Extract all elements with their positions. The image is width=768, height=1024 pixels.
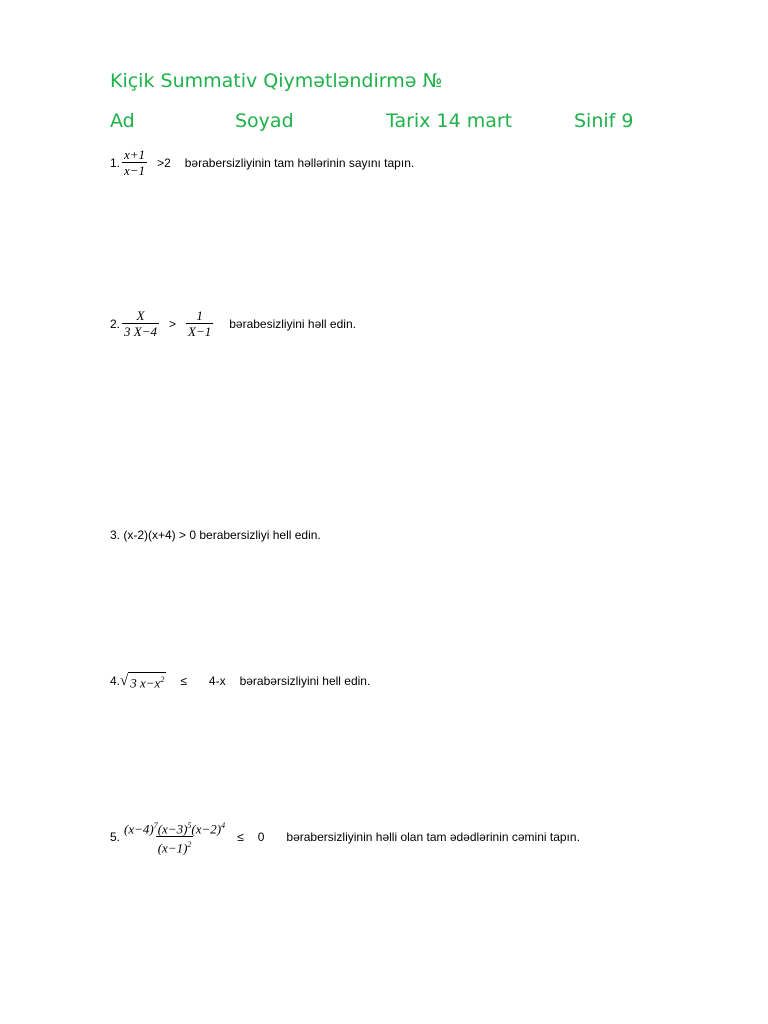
class-label: Sinif 9 xyxy=(574,110,634,132)
sqrt-radicand: 3 x−x xyxy=(130,675,161,691)
question-2-number: 2. xyxy=(110,316,121,331)
question-3-text: 3. (x-2)(x+4) > 0 berabersizliyi hell edin. xyxy=(110,528,321,542)
factor-3: (x−2) xyxy=(191,821,222,837)
fraction-denominator: 3 X−4 xyxy=(124,324,157,339)
question-1-fraction xyxy=(122,147,147,178)
question-1-text: bərabersizliyinin tam həllərinin sayını tapın. xyxy=(184,155,415,170)
question-2-relation: > xyxy=(168,316,176,331)
question-5 xyxy=(110,818,580,856)
surname-label: Soyad xyxy=(235,110,294,132)
name-label: Ad xyxy=(110,110,135,132)
date-label: Tarix 14 mart xyxy=(386,110,513,132)
denominator-factor: (x−1) xyxy=(157,840,188,856)
question-3 xyxy=(110,528,321,542)
fraction-numerator: 1 xyxy=(196,308,203,323)
sqrt-icon: √ xyxy=(120,672,129,689)
question-4 xyxy=(110,672,370,690)
question-5-rhs: 0 xyxy=(257,829,265,844)
fraction-numerator xyxy=(122,818,227,836)
factor-1-exponent: 7 xyxy=(153,821,158,830)
question-5-number: 5. xyxy=(110,829,121,844)
question-2-left-fraction xyxy=(122,308,159,339)
fraction-numerator: X xyxy=(136,308,145,323)
question-2-text: bərabesizliyini həll edin. xyxy=(229,316,356,331)
question-5-relation: ≤ xyxy=(237,829,244,844)
denominator-exponent: 2 xyxy=(187,840,192,850)
page-title: Kiçik Summativ Qiymətləndirmə № xyxy=(110,70,443,92)
fraction-denominator: x−1 xyxy=(124,163,146,178)
question-1-number: 1. xyxy=(110,155,121,170)
question-4-number: 4. xyxy=(110,674,121,689)
fraction-numerator: x+1 xyxy=(124,147,146,162)
question-1-relation: >2 xyxy=(157,155,171,170)
question-5-text: bərabersizliyinin həlli olan tam ədədlərinin cəmini tapın. xyxy=(286,829,580,844)
question-2-right-fraction xyxy=(186,308,213,339)
factor-2-exponent: 5 xyxy=(187,821,192,830)
fraction-denominator xyxy=(156,836,194,855)
question-5-fraction xyxy=(122,818,227,856)
fraction-denominator: X−1 xyxy=(188,324,212,339)
factor-1: (x−4) xyxy=(124,821,154,837)
question-4-relation: ≤ xyxy=(180,674,187,689)
question-4-text: bərabərsizliyini hell edin. xyxy=(239,674,371,689)
factor-3-exponent: 4 xyxy=(221,821,226,830)
question-4-rhs: 4-x xyxy=(208,674,226,689)
question-1 xyxy=(110,147,414,178)
radicand-exponent: 2 xyxy=(160,675,165,684)
factor-2: (x−3) xyxy=(157,821,188,837)
question-4-sqrt xyxy=(120,672,166,690)
question-2 xyxy=(110,308,356,339)
